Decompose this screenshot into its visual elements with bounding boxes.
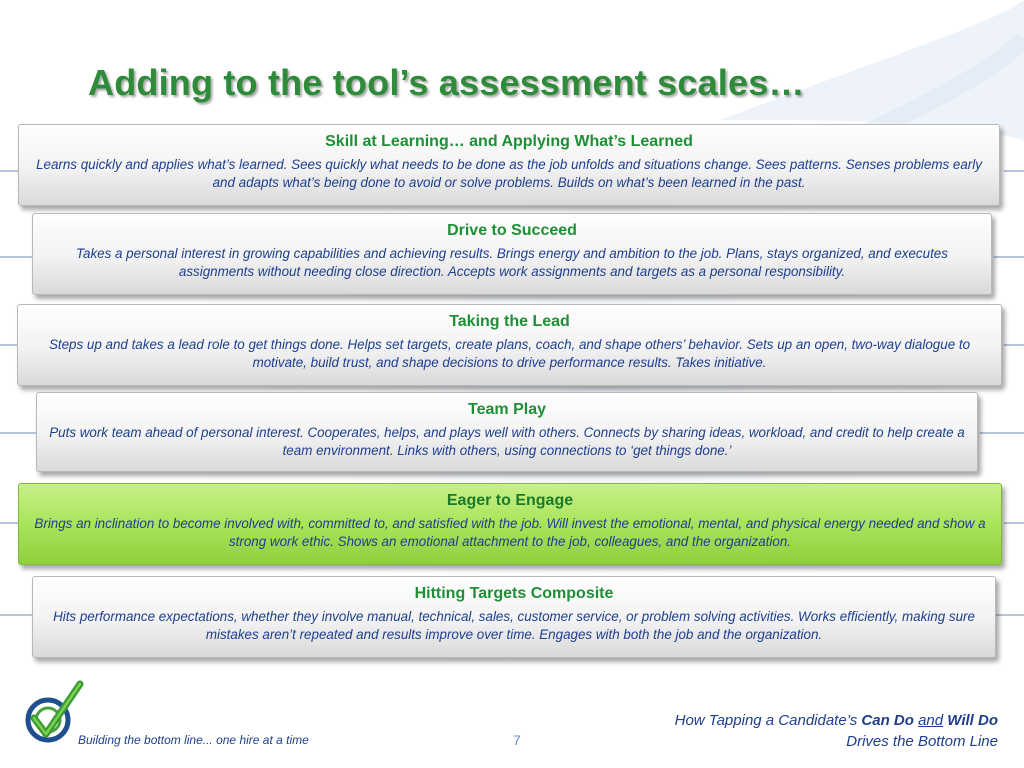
scale-card-skill-at-learning [18,124,1000,206]
footer-can-do: Can Do [861,712,914,729]
guide-line [980,432,1024,434]
card-heading: Eager to Engage [446,492,574,509]
footer-tagline: Building the bottom line... one hire at a time [78,733,309,747]
guide-line [1004,522,1024,524]
slide-title: Adding to the tool’s assessment scales… [88,62,805,103]
scale-card-hitting-targets-composite [32,576,996,658]
checkmark-circle-logo-icon [22,680,84,746]
scale-card-drive-to-succeed [32,213,992,295]
card-body: Takes a personal interest in growing capabilities and achieving results. Brings energy and ambition to the job. Plans, stays organized, and executes assignments without needing close direction. Accepts work assignments and targets as a personal responsibility. [76,246,948,279]
guide-line [0,522,18,524]
guide-line [996,614,1024,616]
card-heading: Hitting Targets Composite [414,585,614,602]
footer-and: and [918,712,944,729]
footer-will-do: Will Do [947,712,998,729]
guide-line [1004,170,1024,172]
footer-presentation-title [675,710,998,752]
footer-title-prefix: How Tapping a Candidate’s [674,712,862,729]
card-heading: Taking the Lead [449,313,570,330]
guide-line [994,256,1024,258]
footer-title-line-1 [675,710,998,731]
card-heading: Drive to Succeed [447,222,577,239]
card-heading: Team Play [468,401,546,418]
guide-line [0,170,20,172]
scale-card-team-play [36,392,978,472]
guide-line [0,256,32,258]
card-body: Steps up and takes a lead role to get things done. Helps set targets, create plans, coach, and shape others’ behavior. Sets up an open, two-way dialogue to motivate, build trust, and shape decisions to drive performance results. Takes initiative. [48,337,971,370]
card-body: Hits performance expectations, whether they involve manual, technical, sales, customer service, or problem solving activities. Works efficiently, making sure mistakes aren’t repeated and results improve over time. Engages with both the job and the organization. [53,609,975,642]
card-heading: Skill at Learning… and Applying What’s Learned [325,133,693,150]
card-body: Brings an inclination to become involved with, committed to, and satisfied with the job. Will invest the emotional, mental, and physical energy needed and show a strong work ethic. Shows an emotional attachment to the job, colleagues, and the organization. [34,516,986,549]
page-number: 7 [513,732,521,748]
card-body: Puts work team ahead of personal interest. Cooperates, helps, and plays well with others. Connects by sharing ideas, workload, and credit to help create a team environment. Links with others, using connections to ‘get things done.’ [49,425,965,458]
guide-line [0,344,18,346]
guide-line [1004,344,1024,346]
footer-title-line-2: Drives the Bottom Line [846,733,998,750]
scale-card-taking-the-lead [17,304,1002,386]
scale-card-eager-to-engage [18,483,1002,565]
guide-line [0,614,32,616]
guide-line [0,432,36,434]
card-body: Learns quickly and applies what’s learned. Sees quickly what needs to be done as the job unfolds and situations change. Sees patterns. Senses problems early and adapts what’s being done to avoid or solve problems. Builds on what’s been learned in the past. [36,157,982,190]
